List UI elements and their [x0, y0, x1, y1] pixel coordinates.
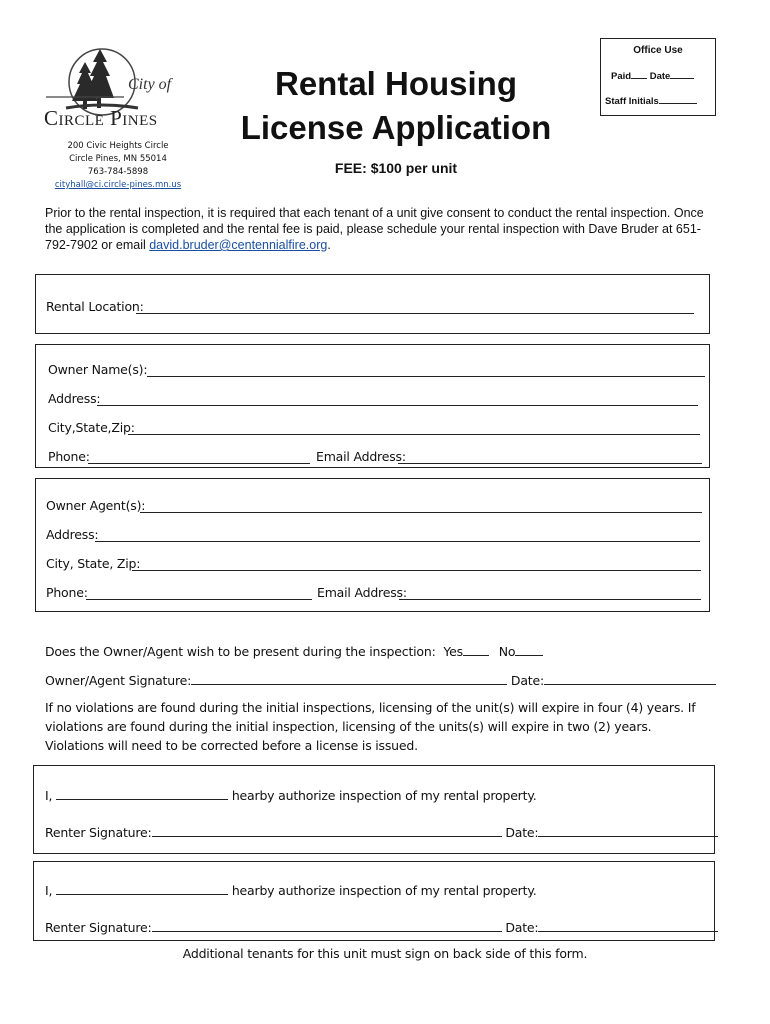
renter2-signature-label: Renter Signature:	[45, 920, 152, 935]
renter2-i-label: I,	[45, 883, 53, 898]
renter2-authorize-text: hearby authorize inspection of my rental property.	[231, 883, 537, 898]
owner-address-field[interactable]	[97, 405, 698, 406]
yes-field[interactable]	[463, 641, 489, 656]
intro-paragraph	[45, 205, 717, 253]
rental-location-field[interactable]	[136, 313, 694, 314]
address-phone: 763-784-5898	[87, 167, 149, 177]
no-field[interactable]	[515, 641, 543, 656]
date-field[interactable]	[670, 68, 694, 79]
renter1-authorize-text: hearby authorize inspection of my rental property.	[231, 788, 537, 803]
agent-box	[35, 478, 710, 612]
intro-end: .	[327, 238, 331, 252]
date-label: Date	[649, 71, 671, 82]
renter1-i-label: I,	[45, 788, 53, 803]
owner-city-field[interactable]	[128, 434, 700, 435]
owner-signature-row	[45, 670, 716, 688]
yes-label: Yes	[443, 644, 463, 659]
agent-address-label: Address:	[46, 527, 99, 542]
logo-name: Circle Pines	[44, 106, 158, 130]
agent-city-field[interactable]	[132, 570, 701, 571]
agent-email-field[interactable]	[399, 599, 701, 600]
renter1-signature-field[interactable]	[152, 822, 502, 837]
owner-name-field[interactable]	[147, 376, 705, 377]
inspector-email-link[interactable]: david.bruder@centennialfire.org	[149, 238, 328, 252]
renter-box-2	[33, 861, 715, 941]
address-line1: 200 Civic Heights Circle	[67, 141, 169, 151]
owner-box	[35, 344, 710, 468]
renter1-name-field[interactable]	[56, 785, 228, 800]
logo-city-of: City of	[128, 76, 172, 93]
renter1-date-field[interactable]	[538, 822, 718, 837]
owner-phone-field[interactable]	[88, 463, 310, 464]
owner-signature-field[interactable]	[191, 670, 507, 685]
paid-label: Paid	[611, 71, 632, 82]
agent-phone-label: Phone:	[46, 585, 88, 600]
owner-city-label: City,State,Zip:	[48, 420, 135, 435]
agent-city-label: City, State, Zip:	[46, 556, 141, 571]
renter2-date-field[interactable]	[538, 917, 718, 932]
staff-initials-field[interactable]	[659, 93, 697, 104]
agent-address-field[interactable]	[95, 541, 700, 542]
presence-question: Does the Owner/Agent wish to be present during the inspection:	[45, 644, 436, 659]
renter1-signature-label: Renter Signature:	[45, 825, 152, 840]
no-label: No	[498, 644, 516, 659]
office-use-heading: Office Use	[633, 45, 683, 56]
agent-email-label: Email Address:	[317, 585, 407, 600]
staff-initials-label: Staff Initials	[605, 96, 659, 107]
intro-text: Prior to the rental inspection, it is required that each tenant of a unit give consent to conduct the rental inspection. Once the application is completed and the rental fee is paid, please schedule your rental inspection with Dave Bruder at 651-792-7902 or email	[45, 206, 704, 252]
title-line1: Rental Housing	[274, 65, 517, 102]
paid-field[interactable]	[631, 68, 647, 79]
renter2-date-label: Date:	[505, 920, 539, 935]
renter2-name-field[interactable]	[56, 880, 228, 895]
title-line2: License Application	[240, 109, 552, 146]
rental-location-box	[35, 274, 710, 334]
office-use-box	[600, 38, 716, 116]
expiry-paragraph: If no violations are found during the initial inspections, licensing of the unit(s) will expire in four (4) years. If violations are found during the initial inspection, licensing of the units(s) will expire in two (2) years. Violations will need to be corrected before a license is issued.	[45, 700, 696, 753]
presence-row	[45, 641, 543, 659]
page-title	[228, 62, 564, 176]
owner-email-field[interactable]	[398, 463, 702, 464]
owner-signature-label: Owner/Agent Signature:	[45, 673, 192, 688]
renter1-date-label: Date:	[505, 825, 539, 840]
owner-address-label: Address:	[48, 391, 101, 406]
address-line2: Circle Pines, MN 55014	[69, 154, 167, 164]
owner-signature-date-field[interactable]	[544, 670, 716, 685]
owner-phone-label: Phone:	[48, 449, 90, 464]
agent-name-label: Owner Agent(s):	[46, 498, 146, 513]
city-email-link[interactable]: cityhall@ci.circle-pines.mn.us	[54, 180, 182, 190]
city-logo	[44, 46, 192, 134]
owner-email-label: Email Address:	[316, 449, 406, 464]
fee-label: FEE: $100 per unit	[334, 160, 458, 176]
city-address	[44, 140, 192, 192]
footer-note: Additional tenants for this unit must sign on back side of this form.	[182, 946, 588, 961]
agent-name-field[interactable]	[140, 512, 702, 513]
renter2-signature-field[interactable]	[152, 917, 502, 932]
agent-phone-field[interactable]	[86, 599, 312, 600]
renter-box-1	[33, 765, 715, 854]
rental-location-label: Rental Location:	[46, 299, 144, 314]
owner-signature-date-label: Date:	[510, 673, 544, 688]
owner-name-label: Owner Name(s):	[48, 362, 148, 377]
